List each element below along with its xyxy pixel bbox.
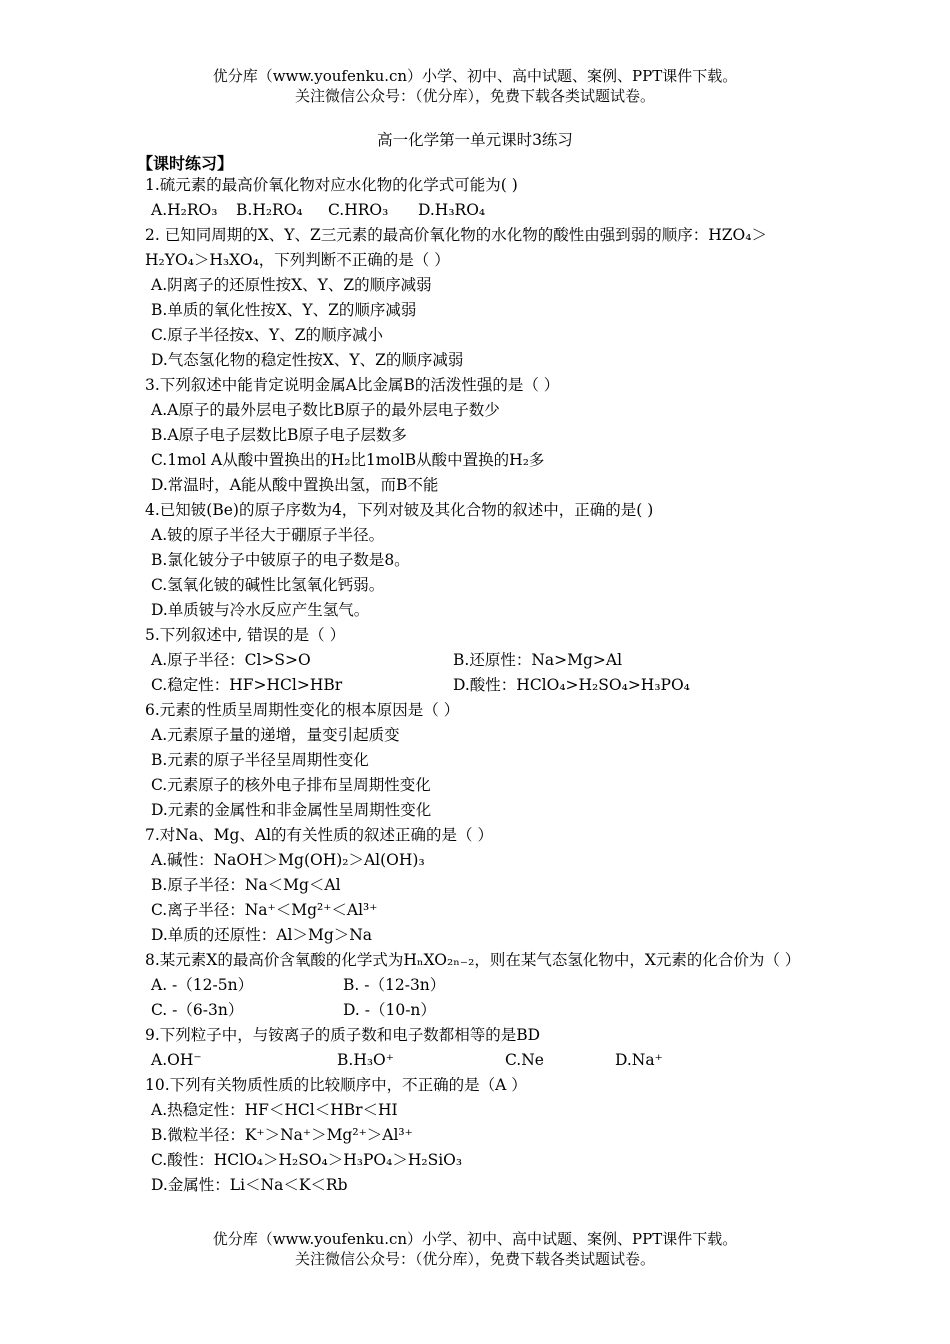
question-10-stem: 10.下列有关物质性质的比较顺序中，不正确的是（A ） [145,1076,527,1094]
page-header [0,66,950,106]
footer-line-1: 优分库（www.youfenku.cn）小学、初中、高中试题、案例、PPT课件下载。 [212,1230,738,1248]
option-a: A.A原子的最外层电子数比B原子的最外层电子数少 [151,401,500,419]
option-b: B.原子半径：Na＜Mg＜Al [151,876,341,894]
header-line-2: 关注微信公众号：（优分库），免费下载各类试题试卷。 [294,87,655,105]
option-d: D.酸性：HClO₄>H₂SO₄>H₃PO₄ [453,676,690,694]
option-b: B.A原子电子层数比B原子电子层数多 [151,426,407,444]
question-2-stem: 2. 已知同周期的X、Y、Z三元素的最高价氧化物的水化物的酸性由强到弱的顺序：HZO₄＞H₂YO₄＞H₃XO₄，下列判断不正确的是（ ） [145,226,767,269]
option-c: C.离子半径：Na⁺＜Mg²⁺＜Al³⁺ [151,901,378,919]
option-b: B.还原性：Na>Mg>Al [453,651,623,669]
option-b: B.H₂RO₄ [236,201,303,219]
section-heading: 【课时练习】 [137,154,234,173]
option-c: C.Ne [505,1051,544,1069]
question-7-stem: 7.对Na、Mg、Al的有关性质的叙述正确的是（ ） [145,826,493,844]
option-a: A.铍的原子半径大于硼原子半径。 [151,526,385,544]
option-a: A. -（12-5n） [151,976,254,994]
option-d: D.H₃RO₄ [418,201,486,219]
option-a: A.OH⁻ [151,1051,202,1069]
page-footer [0,1229,950,1269]
option-a: A.碱性：NaOH＞Mg(OH)₂＞Al(OH)₃ [151,851,425,869]
option-a: A.元素原子量的递增，量变引起质变 [151,726,400,744]
question-8-stem: 8.某元素X的最高价含氧酸的化学式为HₙXO₂ₙ₋₂，则在某气态氢化物中，X元素的化合价为（ ） [145,951,801,969]
question-list [145,173,825,1198]
option-d: D.Na⁺ [615,1051,663,1069]
option-d: D.元素的金属性和非金属性呈周期性变化 [151,801,432,819]
option-b: B.单质的氧化性按X、Y、Z的顺序减弱 [151,301,417,319]
option-b: B.微粒半径：K⁺＞Na⁺＞Mg²⁺＞Al³⁺ [151,1126,413,1144]
question-6-stem: 6.元素的性质呈周期性变化的根本原因是（ ） [145,701,460,719]
option-a: A.热稳定性：HF＜HCl＜HBr＜HI [151,1101,398,1119]
header-line-1: 优分库（www.youfenku.cn）小学、初中、高中试题、案例、PPT课件下载。 [212,67,738,85]
question-4-stem: 4.已知铍(Be)的原子序数为4，下列对铍及其化合物的叙述中，正确的是( ) [145,501,654,519]
footer-line-2: 关注微信公众号：（优分库），免费下载各类试题试卷。 [294,1250,655,1268]
option-d: D.单质的还原性：Al＞Mg＞Na [151,926,373,944]
option-c: C.HRO₃ [328,201,389,219]
question-5-options-row-2 [145,673,825,698]
question-1-options [145,198,825,223]
option-a: A.阴离子的还原性按X、Y、Z的顺序减弱 [151,276,432,294]
document-title: 高一化学第一单元课时3练习 [377,131,573,149]
question-9-stem: 9.下列粒子中，与铵离子的质子数和电子数都相等的是BD [145,1026,541,1044]
question-8-options-row-2 [145,998,825,1023]
option-c: C.元素原子的核外电子排布呈周期性变化 [151,776,431,794]
option-d: D.金属性：Li＜Na＜K＜Rb [151,1176,348,1194]
option-c: C.酸性：HClO₄＞H₂SO₄＞H₃PO₄＞H₂SiO₃ [151,1151,463,1169]
question-3-stem: 3.下列叙述中能肯定说明金属A比金属B的活泼性强的是（ ） [145,376,560,394]
option-b: B. -（12-3n） [343,976,446,994]
question-5-stem: 5.下列叙述中, 错误的是（ ） [145,626,346,644]
option-a: A.H₂RO₃ [151,201,218,219]
option-c: C. -（6-3n） [151,1001,244,1019]
option-b: B.元素的原子半径呈周期性变化 [151,751,369,769]
option-c: C.1mol A从酸中置换出的H₂比1molB从酸中置换的H₂多 [151,451,545,469]
option-d: D.单质铍与冷水反应产生氢气。 [151,601,370,619]
question-5-options-row-1 [145,648,825,673]
option-c: C.原子半径按x、Y、Z的顺序减小 [151,326,383,344]
option-d: D. -（10-n） [343,1001,436,1019]
option-c: C.氢氧化铍的碱性比氢氧化钙弱。 [151,576,385,594]
option-b: B.H₃O⁺ [337,1051,394,1069]
question-1-stem: 1.硫元素的最高价氧化物对应水化物的化学式可能为( ) [145,176,518,194]
question-9-options [145,1048,825,1073]
option-d: D.常温时，A能从酸中置换出氢，而B不能 [151,476,439,494]
option-d: D.气态氢化物的稳定性按X、Y、Z的顺序减弱 [151,351,464,369]
option-a: A.原子半径：Cl>S>O [151,651,311,669]
option-b: B.氯化铍分子中铍原子的电子数是8。 [151,551,410,569]
option-c: C.稳定性：HF>HCl>HBr [151,676,343,694]
question-8-options-row-1 [145,973,825,998]
